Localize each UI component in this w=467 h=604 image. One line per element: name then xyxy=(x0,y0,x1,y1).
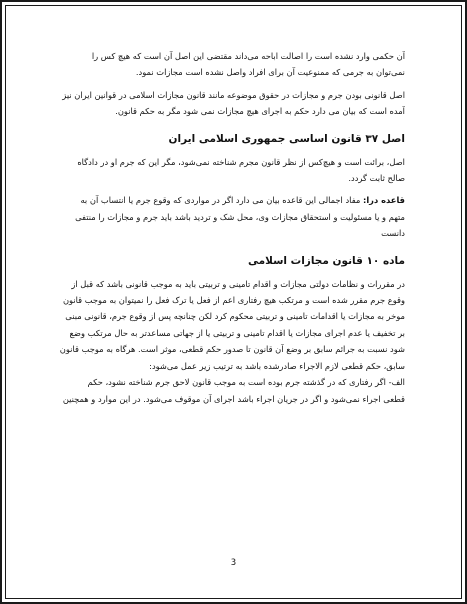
text-line: آمده است که بیان می دارد حکم به اجرای هیچ مجازات نمی شود مگر به حکم قانون. xyxy=(115,106,405,117)
paragraph-legality-principle xyxy=(60,87,405,120)
paragraph-article-37 xyxy=(60,154,405,187)
text-line: سابق، حکم قطعی لازم الاجراء صادرشده باشد به ترتیب زیر عمل می‌شود: xyxy=(149,360,405,371)
text-line: دانست xyxy=(381,228,405,239)
text-line: اصل، برائت است و هیچ‌کس از نظر قانون مجرم شناخته نمی‌شود، مگر این که جرم او در دادگاه xyxy=(77,156,405,167)
heading-article-37: اصل ۳۷ قانون اساسی جمهوری اسلامی ایران xyxy=(168,132,405,145)
rule-text: مفاد اجمالی این قاعده بیان می دارد اگر در مواردی که وقوع جرم یا انتساب آن به xyxy=(80,195,363,206)
text-line: شود نسبت به جرائم سابق بر وضع آن قانون تا صدور حکم قطعی، موثر است. هرگاه به موجب قانون xyxy=(60,344,405,355)
paragraph-dara-rule xyxy=(60,192,405,241)
text-line xyxy=(60,192,405,208)
text-line: صالح ثابت گردد. xyxy=(348,173,405,184)
text-line: الف- اگر رفتاری که در گذشته جرم بوده است به موجب قانون لاحق جرم شناخته نشود، حکم xyxy=(87,377,405,388)
text-line: آن حکمی وارد نشده است را اصالت اباحه می‌داند مقتضی این اصل آن است که هیچ کس را xyxy=(91,51,405,61)
text-line: در مقررات و نظامات دولتی مجازات و اقدام تامینی و تربیتی باید به موجب قانونی باشد که قبل از xyxy=(71,278,405,289)
text-line: موخر به مجازات یا اقدامات تامینی و تربیتی محکوم کرد لکن چنانچه پس از وقوع جرم، قانونی مبنی xyxy=(65,311,405,322)
paragraph-article-10 xyxy=(60,276,405,407)
page-body xyxy=(60,48,405,407)
text-line: متهم و یا مسئولیت و استحقاق مجازات وی، محل شک و تردید باشد باید جرم و مجازات را منتفی xyxy=(75,211,405,222)
text-line: وقوع جرم مقرر شده است و مرتکب هیچ رفتاری اعم از فعل یا ترک فعل را نمیتوان به موجب قانون xyxy=(62,295,405,306)
text-line: اصل قانونی بودن جرم و مجازات در حقوق موضوعه مانند قانون مجازات اسلامی در قوانین ایران نیز xyxy=(62,89,405,100)
text-line: نمی‌توان به جرمی که ممنوعیت آن برای افراد واصل نشده است مجازات نمود. xyxy=(135,67,405,78)
paragraph-islamic-permissibility xyxy=(60,48,405,81)
text-line: بر تخفیف یا عدم اجرای مجازات یا اقدام تامینی و تربیتی یا از جهاتی مساعدتر به حال مرتکب وضع xyxy=(69,327,405,338)
rule-label: قاعده درا: xyxy=(363,195,405,206)
page-number: 3 xyxy=(230,558,237,568)
text-line: قطعی اجراء نمی‌شود و اگر در جریان اجراء باشد اجرای آن موقوف می‌شود. در این موارد و همچنین xyxy=(62,393,405,404)
heading-article-10: ماده ۱۰ قانون مجازات اسلامی xyxy=(247,254,405,267)
